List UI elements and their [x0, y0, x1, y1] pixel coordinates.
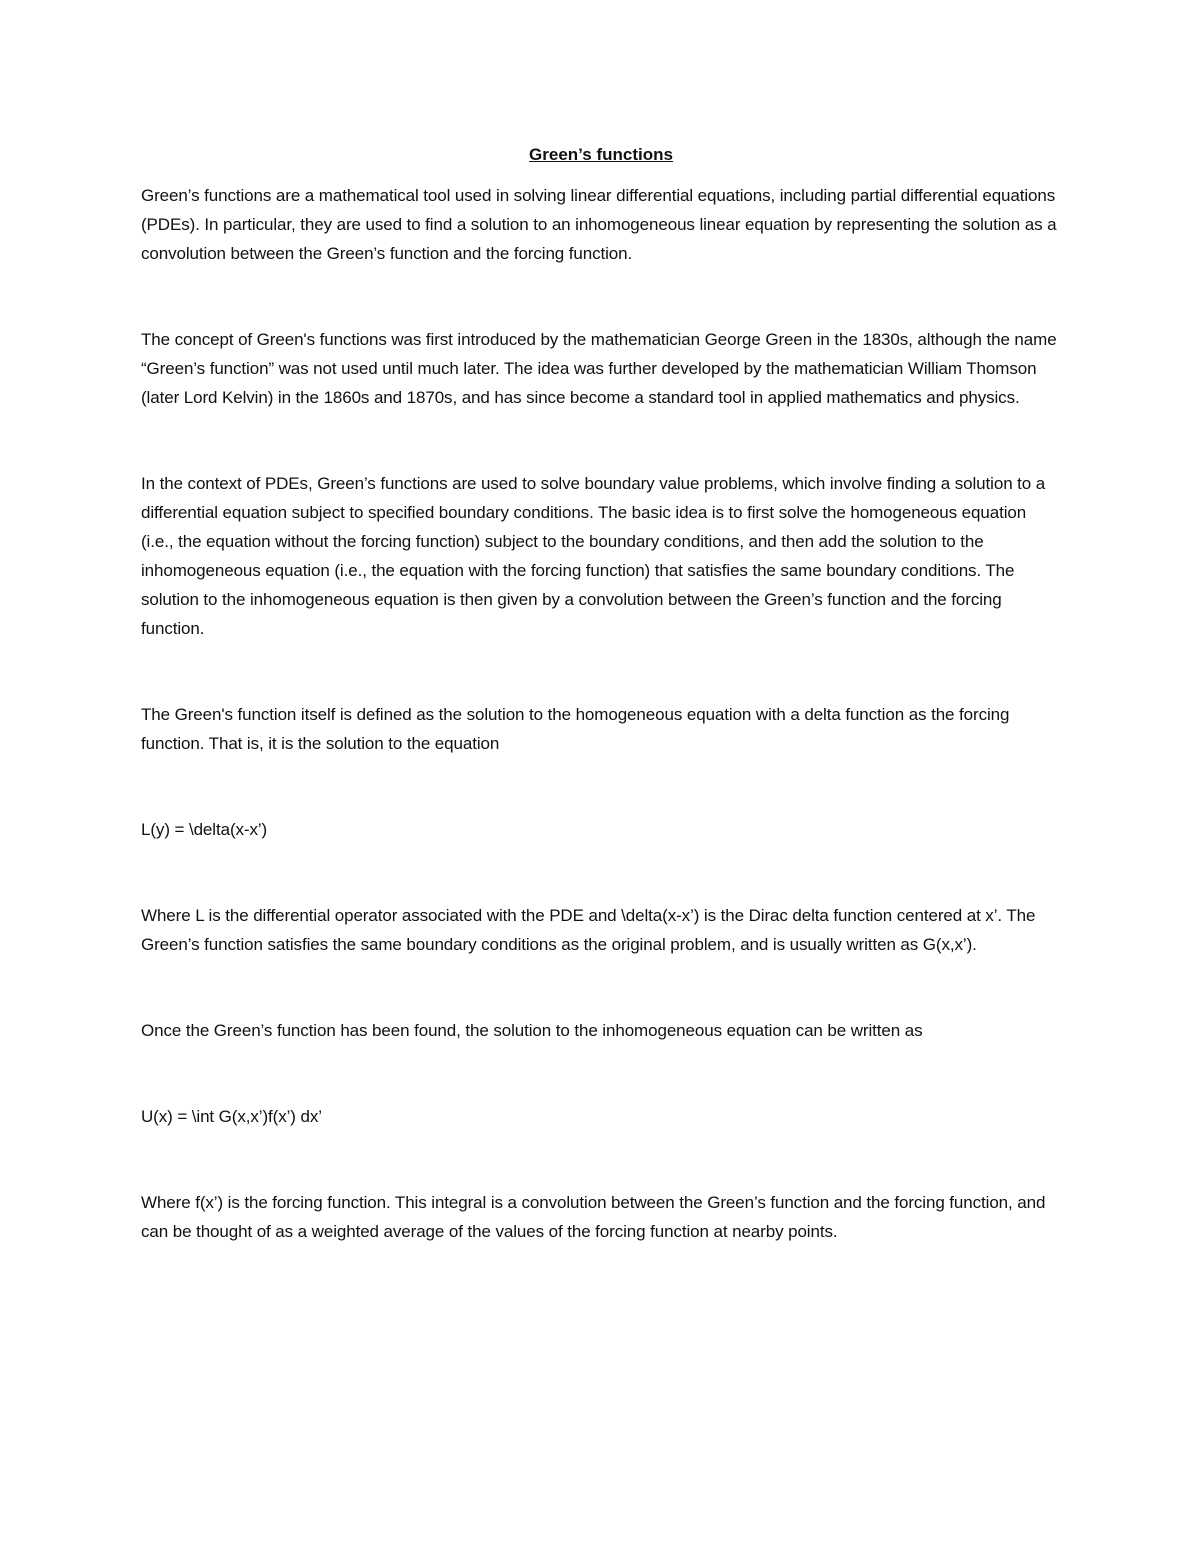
paragraph-operator: Where L is the differential operator associated with the PDE and \delta(x-x’) is the Dirac delta function centered at x’. The Green’s function satisfies the same boundary conditions as the original problem, and is usually written as G(x,x’). [141, 906, 1036, 954]
paragraph-history: The concept of Green's functions was first introduced by the mathematician George Green in the 1830s, although the name “Green’s function” was not used until much later. The idea was further developed by the mathematician William Thomson (later Lord Kelvin) in the 1860s and 1870s, and has since become a standard tool in applied mathematics and physics. [141, 330, 1057, 407]
paragraph-solution-intro: Once the Green’s function has been found, the solution to the inhomogeneous equation can be written as [141, 1021, 923, 1040]
equation-integral: U(x) = \int G(x,x’)f(x’) dx’ [141, 1107, 322, 1126]
paragraph-pde-context: In the context of PDEs, Green’s functions are used to solve boundary value problems, which involve finding a solution to a differential equation subject to specified boundary conditions. The basic idea is to first solve the homogeneous equation (i.e., the equation without the forcing function) subject to the boundary conditions, and then add the solution to the inhomogeneous equation (i.e., the equation with the forcing function) that satisfies the same boundary conditions. The solution to the inhomogeneous equation is then given by a convolution between the Green’s function and the forcing function. [141, 474, 1046, 638]
document-body [141, 140, 1061, 1246]
paragraph-forcing: Where f(x’) is the forcing function. This integral is a convolution between the Green’s function and the forcing function, and can be thought of as a weighted average of the values of the forcing function at nearby points. [141, 1193, 1046, 1241]
document-title: Green’s functions [529, 145, 673, 164]
paragraph-definition: The Green's function itself is defined as the solution to the homogeneous equation with a delta function as the forcing function. That is, it is the solution to the equation [141, 705, 1010, 753]
equation-delta: L(y) = \delta(x-x’) [141, 820, 268, 839]
paragraph-intro: Green’s functions are a mathematical tool used in solving linear differential equations, including partial differential equations (PDEs). In particular, they are used to find a solution to an inhomogeneous linear equation by representing the solution as a convolution between the Green’s function and the forcing function. [141, 186, 1057, 263]
